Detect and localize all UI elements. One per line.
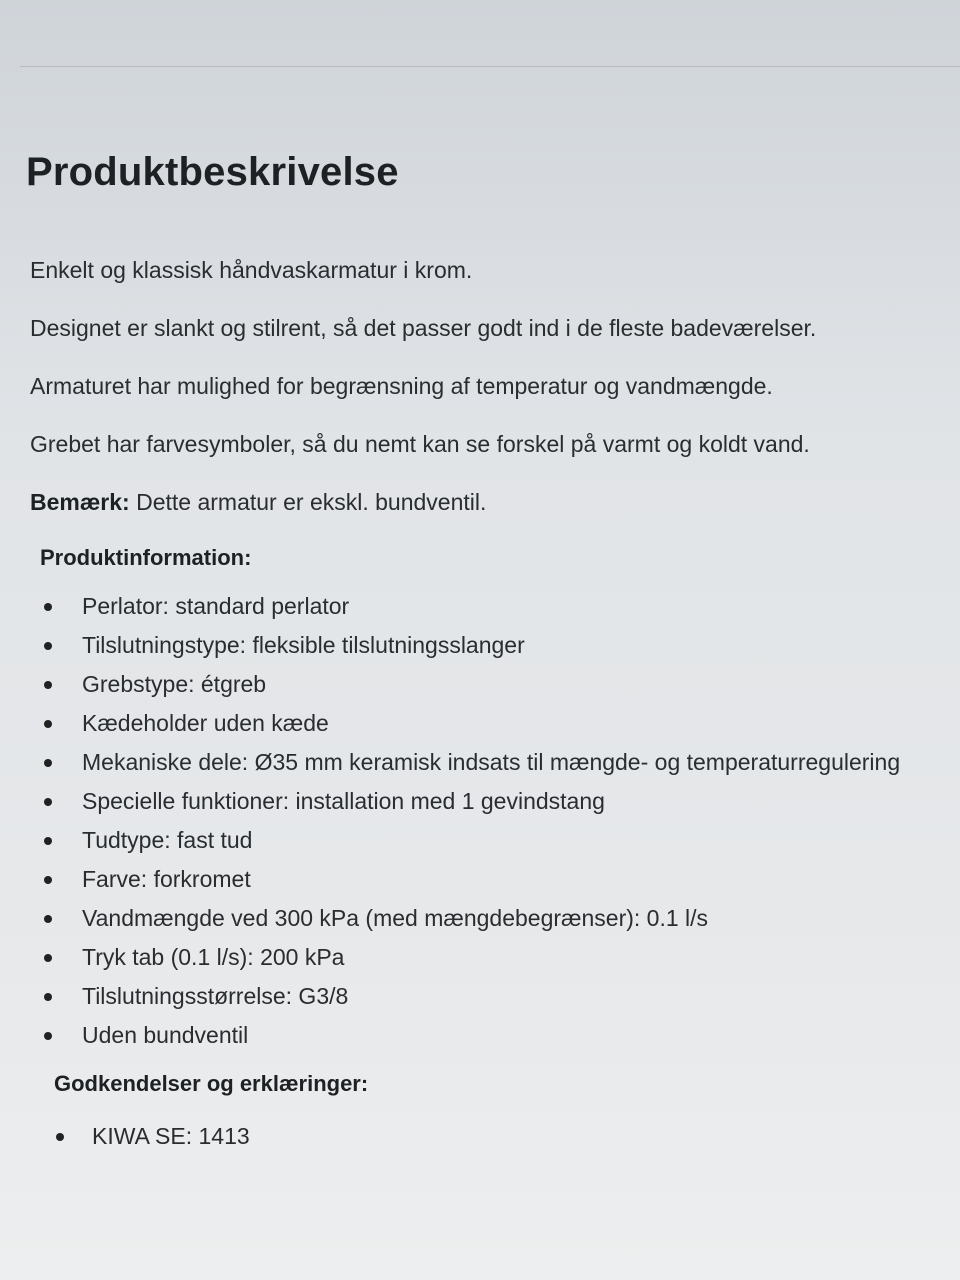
description-paragraph: Enkelt og klassisk håndvaskarmatur i krom. xyxy=(30,257,473,283)
list-item xyxy=(26,632,960,671)
bullet-icon xyxy=(44,798,52,806)
list-item-text: Tudtype: fast tud xyxy=(82,827,253,853)
bullet-icon xyxy=(44,915,52,923)
list-item xyxy=(26,749,960,788)
product-info-list xyxy=(26,593,960,1061)
bullet-icon xyxy=(44,876,52,884)
list-item-text: Mekaniske dele: Ø35 mm keramisk indsats til mængde- og temperaturregulering xyxy=(82,749,901,775)
page-title: Produktbeskrivelse xyxy=(26,150,399,194)
list-item-text: Perlator: standard perlator xyxy=(82,593,350,619)
bullet-icon xyxy=(44,603,52,611)
description-paragraph: Grebet har farvesymboler, så du nemt kan se forskel på varmt og koldt vand. xyxy=(30,431,810,457)
list-item-text: KIWA SE: 1413 xyxy=(92,1123,250,1149)
bullet-icon xyxy=(44,954,52,962)
note-paragraph xyxy=(30,487,960,517)
bullet-icon xyxy=(44,642,52,650)
bullet-icon xyxy=(44,720,52,728)
note-label: Bemærk: xyxy=(30,489,130,515)
list-item-text: Kædeholder uden kæde xyxy=(82,710,329,736)
list-item xyxy=(26,1123,960,1162)
list-item-text: Uden bundventil xyxy=(82,1022,249,1048)
bullet-icon xyxy=(44,681,52,689)
top-divider xyxy=(20,66,960,67)
list-item xyxy=(26,593,960,632)
product-info-heading: Produktinformation: xyxy=(40,545,252,570)
list-item xyxy=(26,827,960,866)
list-item xyxy=(26,671,960,710)
list-item-text: Tryk tab (0.1 l/s): 200 kPa xyxy=(82,944,345,970)
approvals-list xyxy=(26,1123,960,1162)
list-item-text: Grebstype: étgreb xyxy=(82,671,267,697)
list-item xyxy=(26,983,960,1022)
list-item xyxy=(26,788,960,827)
approvals-heading: Godkendelser og erklæringer: xyxy=(54,1071,369,1096)
bullet-icon xyxy=(44,759,52,767)
bullet-icon xyxy=(44,1032,52,1040)
description-paragraphs xyxy=(26,255,960,517)
list-item xyxy=(26,905,960,944)
list-item-text: Specielle funktioner: installation med 1 gevindstang xyxy=(82,788,605,814)
list-item xyxy=(26,944,960,983)
list-item-text: Vandmængde ved 300 kPa (med mængdebegrænser): 0.1 l/s xyxy=(82,905,709,931)
bullet-icon xyxy=(44,837,52,845)
list-item xyxy=(26,710,960,749)
list-item xyxy=(26,866,960,905)
description-paragraph: Armaturet har mulighed for begrænsning af temperatur og vandmængde. xyxy=(30,373,773,399)
list-item-text: Farve: forkromet xyxy=(82,866,251,892)
list-item xyxy=(26,1022,960,1061)
note-text: Dette armatur er ekskl. bundventil. xyxy=(129,489,487,515)
description-paragraph: Designet er slankt og stilrent, så det passer godt ind i de fleste badeværelser. xyxy=(30,315,817,341)
list-item-text: Tilslutningstype: fleksible tilslutningsslanger xyxy=(82,632,525,658)
product-description-section xyxy=(26,150,960,1172)
list-item-text: Tilslutningsstørrelse: G3/8 xyxy=(82,983,349,1009)
bullet-icon xyxy=(56,1133,64,1141)
bullet-icon xyxy=(44,993,52,1001)
